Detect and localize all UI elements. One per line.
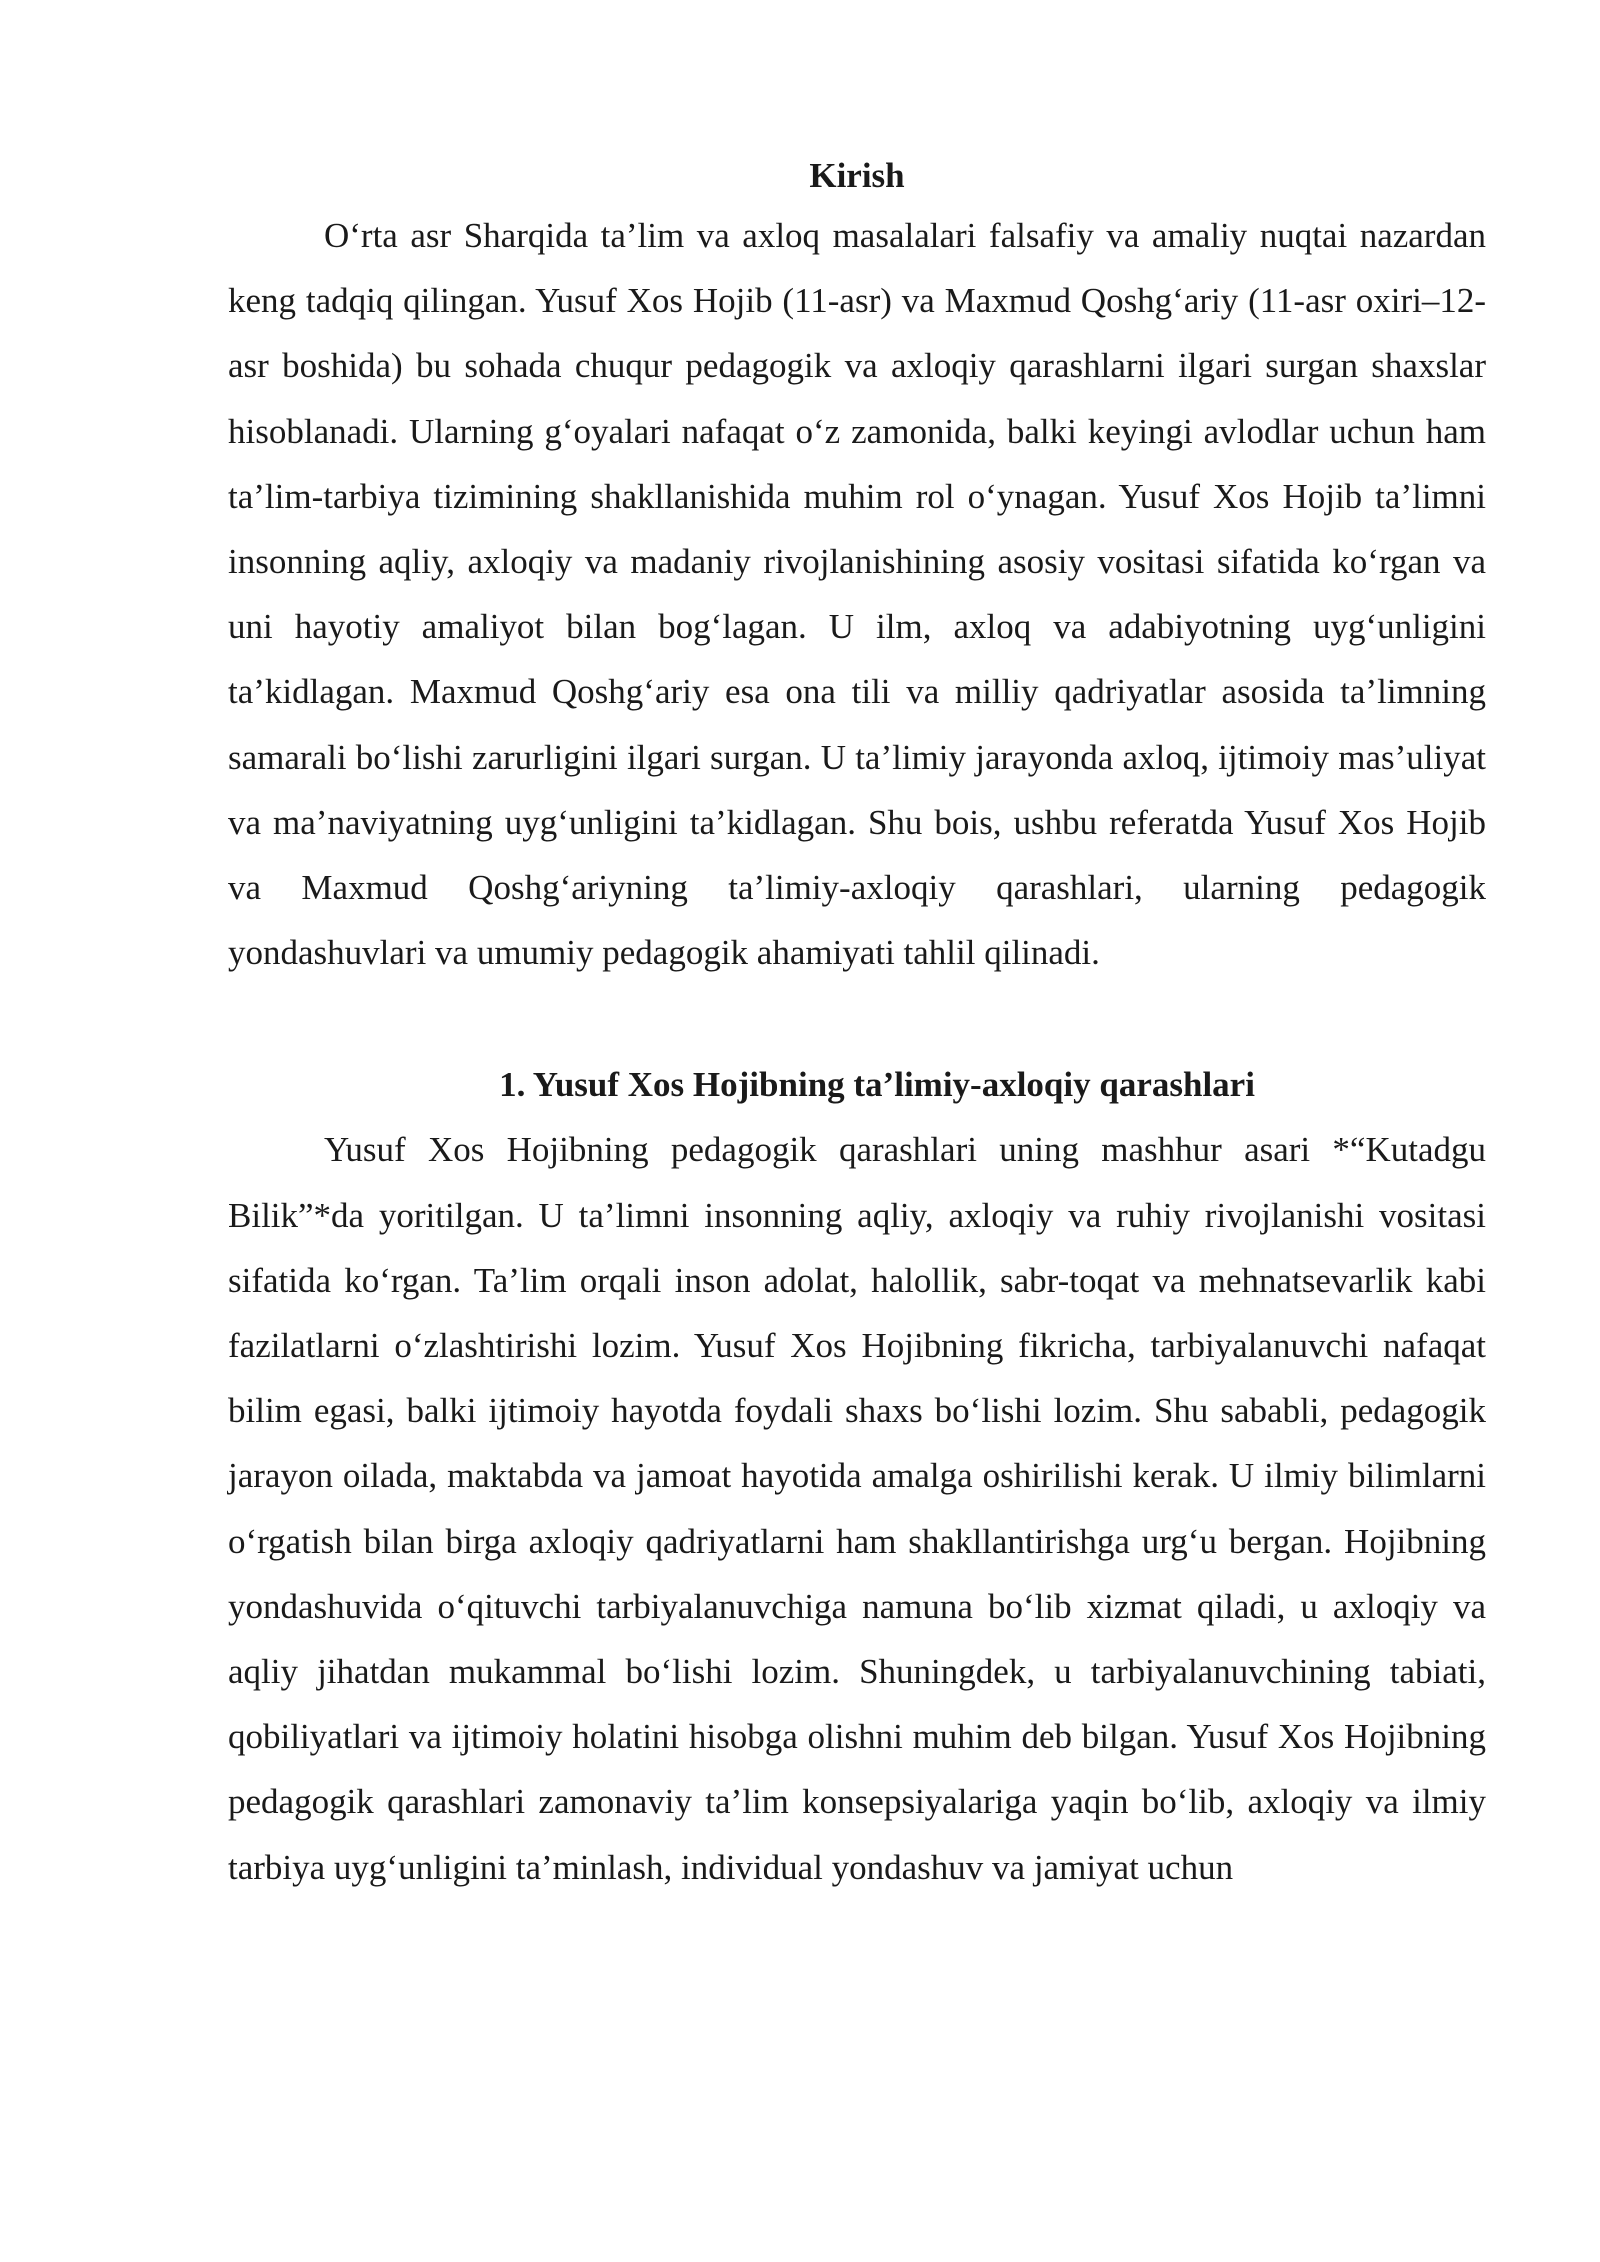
- section-1-paragraph: Yusuf Xos Hojibning pedagogik qarashlari uning mashhur asari *“Kutadgu Bilik”*da yoritilgan. U ta’limni insonning aqliy, axloqiy va ruhiy rivojlanishi vositasi sifatida ko‘rgan. Ta’lim orqali inson adolat, halollik, sabr-toqat va mehnatsevarlik kabi fazilatlarni o‘zlashtirishi lozim. Yusuf Xos Hojibning fikricha, tarbiyalanuvchi nafaqat bilim egasi, balki ijtimoiy hayotda foydali shaxs bo‘lishi lozim. Shu sababli, pedagogik jarayon oilada, maktabda va jamoat hayotida amalga oshirilishi kerak. U ilmiy bilimlarni o‘rgatish bilan birga axloqiy qadriyatlarni ham shakllantirishga urg‘u bergan. Hojibning yondashuvida o‘qituvchi tarbiyalanuvchiga namuna bo‘lib xizmat qiladi, u axloqiy va aqliy jihatdan mukammal bo‘lishi lozim. Shuningdek, u tarbiyalanuvchining tabiati, qobiliyatlari va ijtimoiy holatini hisobga olishni muhim deb bilgan. Yusuf Xos Hojibning pedagogik qarashlari zamonaviy ta’lim konsepsiyalariga yaqin bo‘lib, axloqiy va ilmiy tarbiya uyg‘unligini ta’minlash, individual yondashuv va jamiyat uchun: [228, 1130, 1486, 1887]
- section-spacer: [228, 985, 1486, 1052]
- document-page: [228, 148, 1486, 1900]
- section-1-heading: 1. Yusuf Xos Hojibning ta’limiy-axloqiy qarashlari: [499, 1065, 1255, 1105]
- intro-paragraph: O‘rta asr Sharqida ta’lim va axloq masalalari falsafiy va amaliy nuqtai nazardan keng tadqiq qilingan. Yusuf Xos Hojib (11-asr) va Maxmud Qoshg‘ariy (11-asr oxiri–12-asr boshida) bu sohada chuqur pedagogik va axloqiy qarashlarni ilgari surgan shaxslar hisoblanadi. Ularning g‘oyalari nafaqat o‘z zamonida, balki keyingi avlodlar uchun ham ta’lim-tarbiya tizimining shakllanishida muhim rol o‘ynagan. Yusuf Xos Hojib ta’limni insonning aqliy, axloqiy va madaniy rivojlanishining asosiy vositasi sifatida ko‘rgan va uni hayotiy amaliyot bilan bog‘lagan. U ilm, axloq va adabiyotning uyg‘unligini ta’kidlagan. Maxmud Qoshg‘ariy esa ona tili va milliy qadriyatlar asosida ta’limning samarali bo‘lishi zarurligini ilgari surgan. U ta’limiy jarayonda axloq, ijtimoiy mas’uliyat va ma’naviyatning uyg‘unligini ta’kidlagan. Shu bois, ushbu referatda Yusuf Xos Hojib va Maxmud Qoshg‘ariyning ta’limiy-axloqiy qarashlari, ularning pedagogik yondashuvlari va umumiy pedagogik ahamiyati tahlil qilinadi.: [228, 216, 1486, 973]
- intro-heading: Kirish: [809, 156, 905, 195]
